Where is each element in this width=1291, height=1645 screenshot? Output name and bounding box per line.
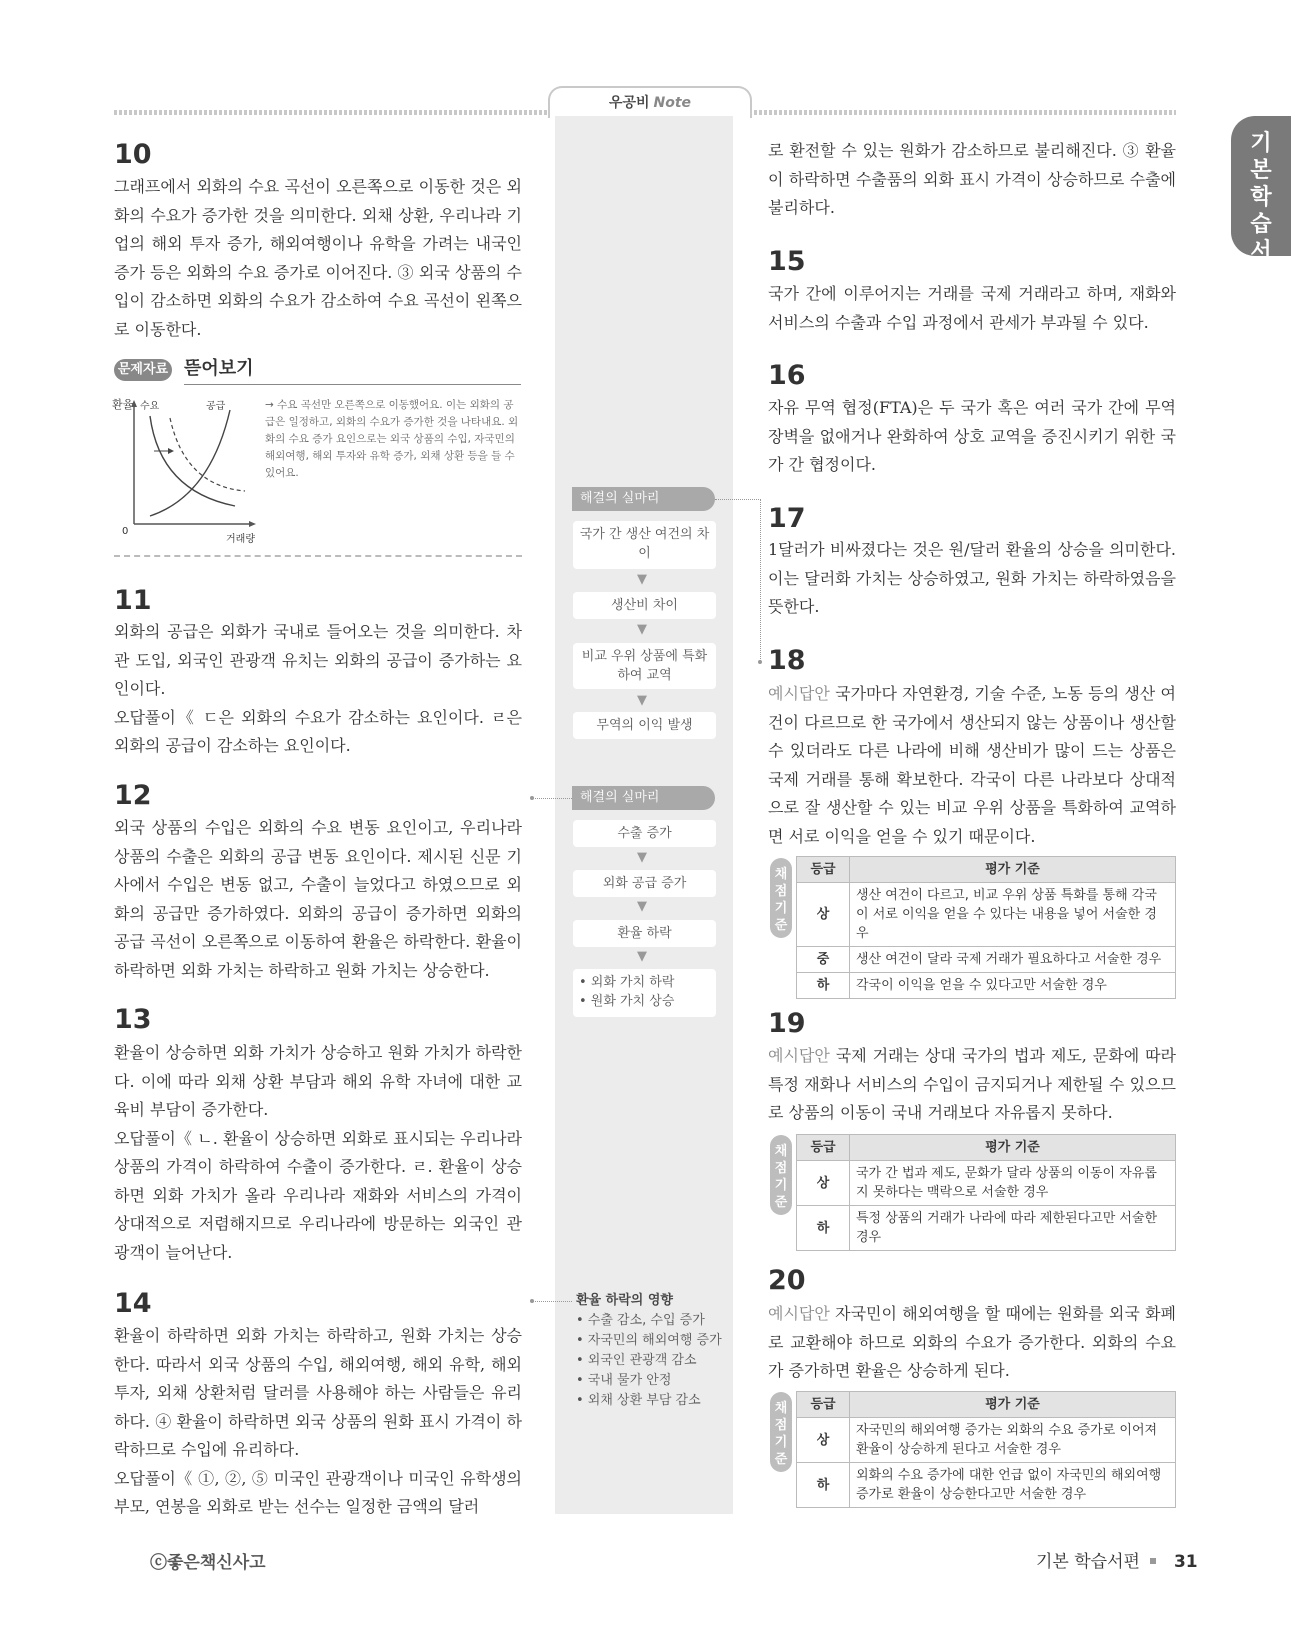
top-rule-left	[114, 110, 554, 115]
q13-number: 13	[114, 1004, 152, 1035]
publisher-logo: ⓒ좋은책신사고	[150, 1553, 266, 1573]
note-tab-ko: 우공비	[608, 95, 650, 111]
page-number: 31	[1173, 1552, 1198, 1572]
flow2-result-item: • 외화 가치 하락	[579, 975, 675, 990]
down-arrow-icon: ▼	[637, 622, 647, 637]
q20-th-grade: 등급	[797, 1392, 850, 1418]
q19-grade: 하	[797, 1206, 850, 1251]
q11-wrong-label: 오답풀이	[114, 707, 176, 727]
footer-page-info	[1036, 1547, 1198, 1572]
q18-criteria: 각국이 이익을 얻을 수 있다고만 서술한 경우	[850, 973, 1176, 999]
q19-th-grade: 등급	[797, 1135, 850, 1161]
graph-x-label: 거래량	[226, 534, 255, 545]
graph-origin: 0	[122, 526, 129, 537]
down-arrow-icon: ▼	[637, 693, 647, 708]
flow1-dot	[758, 660, 762, 664]
q14-continued: 로 환전할 수 있는 원화가 감소하므로 불리해진다. ③ 환율이 하락하면 수출품의 외화 표시 가격이 상승하므로 수출에 불리하다.	[768, 141, 1176, 217]
q14-number: 14	[114, 1288, 152, 1319]
flow2-result-item: • 원화 가치 상승	[579, 994, 675, 1009]
graph-x-arrow	[249, 521, 256, 527]
q11-number: 11	[114, 585, 152, 616]
flow1-step: 비교 우위 상품에 특화하여 교역	[573, 643, 716, 689]
q19-ex-label: 예시답안	[768, 1046, 830, 1065]
q12-number: 12	[114, 780, 152, 811]
down-arrow-icon: ▼	[637, 899, 647, 914]
side-note-item: • 외채 상환 부담 감소	[576, 1393, 701, 1408]
q19-th-criteria: 평가 기준	[850, 1135, 1176, 1161]
flow1-step: 무역의 이익 발생	[573, 712, 716, 739]
q20-number: 20	[768, 1265, 806, 1296]
sub-head-badge: 문제자료	[114, 359, 172, 381]
q10-text: 그래프에서 외화의 수요 곡선이 오른쪽으로 이동한 것은 외화의 수요가 증가한 것을 의미한다. 외채 상환, 우리나라 기업의 해외 투자 증가, 해외여행이나 유학을 가려는 내국인 증가 등은 외화의 수요 증가로 이어진다. ③ 외국 상품의 수입이 감소하면 외화의 수요가 감소하여 수요 곡선이 왼쪽으로 이동한다.	[114, 177, 522, 339]
q20-score-label: 채점기준	[770, 1392, 792, 1472]
q17-number: 17	[768, 503, 806, 534]
q18-text	[768, 680, 1176, 851]
q18-body: 국가마다 자연환경, 기술 수준, 노동 등의 생산 여건이 다르므로 한 국가에서 생산되지 않는 상품이나 생산할 수 있더라도 다른 나라에 비해 생산비가 많이 드는 상품은 국제 거래를 통해 확보한다. 각국이 다른 나라보다 상대적으로 잘 생산할 수 있는 비교 우위 상품을 특화하여 교역하면 서로 이익을 얻을 수 있기 때문이다.	[768, 684, 1176, 846]
q18-th-criteria: 평가 기준	[850, 857, 1176, 883]
q13-body: 환율이 상승하면 외화 가치가 상승하고 원화 가치가 하락한다. 이에 따라 외채 상환 부담과 해외 유학 자녀에 대한 교육비 부담이 증가한다.	[114, 1043, 522, 1119]
q20-ex-label: 예시답안	[768, 1304, 830, 1323]
q11-wrong: ㄷ은 외화의 수요가 감소하는 요인이다. ㄹ은 외화의 공급이 감소하는 요인이다.	[114, 707, 522, 755]
side-note-item: • 자국민의 해외여행 증가	[576, 1333, 722, 1348]
footer-book: 기본 학습서편	[1036, 1552, 1140, 1572]
note-tab	[548, 86, 752, 118]
q20-criteria: 외화의 수요 증가에 대한 언급 없이 자국민의 해외여행 증가로 환율이 상승한다고만 서술한 경우	[850, 1463, 1176, 1508]
q20-th-criteria: 평가 기준	[850, 1392, 1176, 1418]
q14-wrong: ①, ②, ⑤ 미국인 관광객이나 미국인 유학생의 부모, 연봉을 외화로 받는 선수는 일정한 금액의 달러	[114, 1468, 523, 1516]
q20-criteria: 자국민의 해외여행 증가는 외화의 수요 증가로 이어져 환율이 상승하게 된다고 서술한 경우	[850, 1418, 1176, 1463]
q18-th-grade: 등급	[797, 857, 850, 883]
q11-text: 외화의 공급은 외화가 국내로 들어오는 것을 의미한다. 차관 도입, 외국인 관광객 유치는 외화의 공급이 증가하는 요인이다. 오답풀이《 ㄷ은 외화의 수요가 감소하는 요인이다. ㄹ은 외화의 공급이 감소하는 요인이다.	[114, 622, 522, 755]
q16-number: 16	[768, 360, 806, 391]
q19-criteria: 특정 상품의 거래가 나라에 따라 제한된다고만 서술한 경우	[850, 1206, 1176, 1251]
q17-text: 1달러가 비싸졌다는 것은 원/달러 환율의 상승을 의미한다. 이는 달러화 가치는 상승하였고, 원화 가치는 하락하였음을 뜻한다.	[768, 540, 1176, 616]
down-arrow-icon: ▼	[637, 949, 647, 964]
q19-grade: 상	[797, 1161, 850, 1206]
flow2-step: 외화 공급 증가	[573, 870, 716, 897]
q10-number: 10	[114, 139, 152, 170]
side-note-item: • 국내 물가 안정	[576, 1373, 672, 1388]
q11-body: 외화의 공급은 외화가 국내로 들어오는 것을 의미한다. 차관 도입, 외국인 관광객 유치는 외화의 공급이 증가하는 요인이다.	[114, 622, 522, 698]
q20-grade: 상	[797, 1418, 850, 1463]
q19-score-label: 채점기준	[770, 1135, 792, 1215]
flow1-head: 해결의 실마리	[572, 487, 715, 511]
down-arrow-icon: ▼	[637, 572, 647, 587]
flow1-connector-v	[760, 499, 761, 661]
side-note-dot	[530, 1299, 534, 1303]
side-note	[576, 1291, 722, 1411]
flow1-step: 국가 간 생산 여건의 차이	[573, 521, 716, 569]
flow2-connector	[532, 798, 572, 799]
q16-text: 자유 무역 협정(FTA)은 두 국가 혹은 여러 국가 간에 무역 장벽을 없애거나 완화하여 상호 교역을 증진시키기 위한 국가 간 협정이다.	[768, 398, 1176, 474]
q13-text: 환율이 상승하면 외화 가치가 상승하고 원화 가치가 하락한다. 이에 따라 외채 상환 부담과 해외 유학 자녀에 대한 교육비 부담이 증가한다. 오답풀이《 ㄴ. 환율이 상승하면 외화로 표시되는 우리나라 상품의 가격이 하락하여 수출이 증가한다. ㄹ. 환율이 상승하면 외화 가치가 올라 우리나라 재화와 서비스의 가격이 상대적으로 저렴해지므로 우리나라에 방문하는 외국인 관광객이 늘어난다.	[114, 1043, 522, 1262]
flow2-dot	[530, 796, 534, 800]
side-note-item: • 외국인 관광객 감소	[576, 1353, 697, 1368]
sub-head-line	[184, 384, 521, 385]
q18-score-label: 채점기준	[770, 858, 792, 938]
flow1-step: 생산비 차이	[573, 592, 716, 619]
q12-text: 외국 상품의 수입은 외화의 수요 변동 요인이고, 우리나라 상품의 수출은 외화의 공급 변동 요인이다. 제시된 신문 기사에서 수입은 변동 없고, 수출이 늘었다고 하였으므로 외화의 공급만 증가하였다. 외화의 공급이 증가하면 외화의 공급 곡선이 오른쪽으로 이동하여 환율은 하락한다. 환율이 하락하면 외화 가치는 하락하고 원화 가치는 상승한다.	[114, 818, 522, 980]
q14-body: 환율이 하락하면 외화 가치는 하락하고, 원화 가치는 상승한다. 따라서 외국 상품의 수입, 해외여행, 해외 유학, 해외 투자, 외채 상환처럼 달러를 사용해야 하는 사람들은 유리하다. ④ 환율이 하락하면 외국 상품의 원화 표시 가격이 하락하므로 수입에 유리하다.	[114, 1326, 522, 1459]
sub-head-title: 뜯어보기	[184, 358, 254, 379]
graph-y-label: 환율	[112, 398, 134, 411]
flow2-result	[573, 969, 716, 1017]
q14-text: 환율이 하락하면 외화 가치는 하락하고, 원화 가치는 상승한다. 따라서 외국 상품의 수입, 해외여행, 해외 유학, 해외 투자, 외채 상환처럼 달러를 사용해야 하는 사람들은 유리하다. ④ 환율이 하락하면 외국 상품의 원화 표시 가격이 하락하므로 수입에 유리하다. 오답풀이《 ①, ②, ⑤ 미국인 관광객이나 미국인 유학생의 부모, 연봉을 외화로 받는 선수는 일정한 금액의 달러	[114, 1326, 523, 1516]
side-tab-label: 기본학습서	[1250, 131, 1272, 264]
flow2-head: 해결의 실마리	[572, 786, 715, 810]
graph-demand-label: 수요	[140, 401, 160, 412]
q18-criteria: 생산 여건이 달라 국제 거래가 필요하다고 서술한 경우	[850, 947, 1176, 973]
q15-number: 15	[768, 246, 806, 277]
q13-wrong-label: 오답풀이	[114, 1128, 176, 1148]
q14-wrong-label: 오답풀이	[114, 1468, 176, 1488]
q13-wrong: ㄴ. 환율이 상승하면 외화로 표시되는 우리나라 상품의 가격이 하락하여 수출이 증가한다. ㄹ. 환율이 상승하면 외화 가치가 올라 우리나라 재화와 서비스의 가격이 상대적으로 저렴해지므로 우리나라에 방문하는 외국인 관광객이 늘어난다.	[114, 1128, 522, 1262]
side-note-item: • 수출 감소, 수입 증가	[576, 1313, 705, 1328]
side-note-title: 환율 하락의 영향	[576, 1293, 673, 1308]
q18-grade: 하	[797, 973, 850, 999]
graph-supply-label: 공급	[206, 401, 226, 412]
fx-graph	[110, 396, 260, 546]
q20-score-table	[796, 1391, 1176, 1508]
top-rule-right	[744, 110, 1176, 115]
q18-grade: 상	[797, 883, 850, 947]
note-tab-en: Note	[653, 95, 692, 111]
q20-text	[768, 1300, 1176, 1386]
q18-ex-label: 예시답안	[768, 684, 830, 703]
footer-square-icon	[1150, 1558, 1156, 1564]
flow2-step: 환율 하락	[573, 920, 716, 947]
q15-text: 국가 간에 이루어지는 거래를 국제 거래라고 하며, 재화와 서비스의 수출과 수입 과정에서 관세가 부과될 수 있다.	[768, 284, 1176, 332]
q19-criteria: 국가 간 법과 제도, 문화가 달라 상품의 이동이 자유롭지 못하다는 맥락으로 서술한 경우	[850, 1161, 1176, 1206]
q18-number: 18	[768, 645, 806, 676]
q19-number: 19	[768, 1008, 806, 1039]
q20-grade: 하	[797, 1463, 850, 1508]
demand-curve	[150, 416, 235, 506]
down-arrow-icon: ▼	[637, 850, 647, 865]
q18-score-table	[796, 856, 1176, 999]
q19-score-table	[796, 1134, 1176, 1251]
q19-body: 국제 거래는 상대 국가의 법과 제도, 문화에 따라 특정 재화나 서비스의 수입이 금지되거나 제한될 수 있으므로 상품의 이동이 국내 거래보다 자유롭지 못하다.	[768, 1046, 1176, 1122]
dashed-divider	[114, 555, 522, 557]
q18-grade: 중	[797, 947, 850, 973]
q18-criteria: 생산 여건이 다르고, 비교 우위 상품 특화를 통해 각국이 서로 이익을 얻을 수 있다는 내용을 넣어 서술한 경우	[850, 883, 1176, 947]
graph-note: → 수요 곡선만 오른쪽으로 이동했어요. 이는 외화의 공급은 일정하고, 외화의 수요가 증가한 것을 나타내요. 외화의 수요 증가 요인으로는 외국 상품의 수입, 자국민의 해외여행, 해외 투자와 유학 증가, 외채 상환 등을 들 수 있어요.	[265, 399, 519, 479]
q20-body: 자국민이 해외여행을 할 때에는 원화를 외국 화폐로 교환해야 하므로 외화의 수요가 증가한다. 외화의 수요가 증가하면 환율은 상승하게 된다.	[768, 1304, 1176, 1380]
flow1-connector	[715, 499, 761, 500]
flow2-step: 수출 증가	[573, 820, 716, 847]
q19-text	[768, 1042, 1176, 1128]
side-note-connector	[532, 1301, 572, 1302]
side-tab	[1231, 116, 1291, 264]
